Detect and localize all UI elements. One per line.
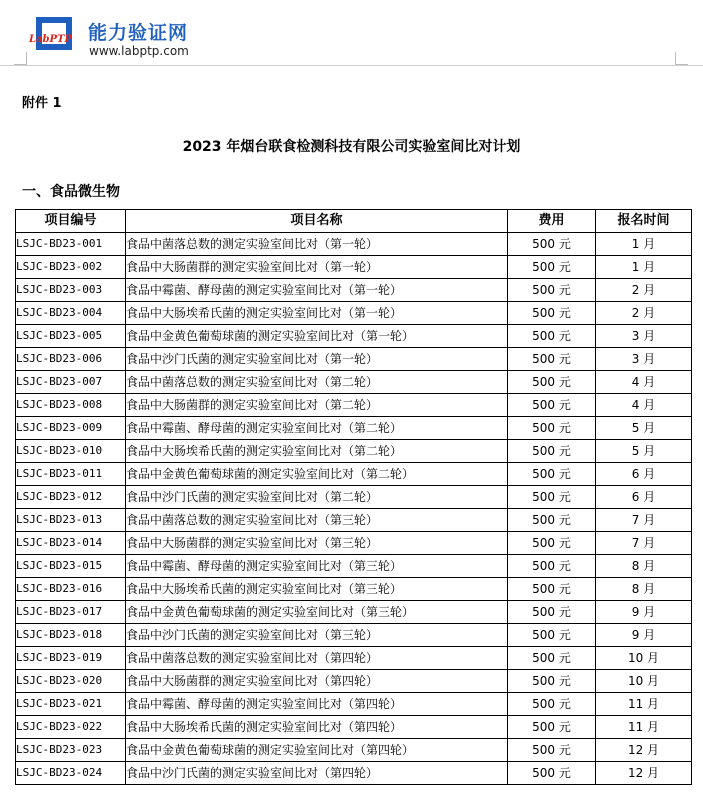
table-row [16,302,692,325]
project-name-cell: 食品中金黄色葡萄球菌的测定实验室间比对（第一轮） [126,325,508,348]
registration-month-cell: 9 月 [596,624,692,647]
fee-cell: 500 元 [508,463,596,486]
fee-cell: 500 元 [508,233,596,256]
table-row [16,624,692,647]
svg-text:LabPTP: LabPTP [29,34,72,45]
registration-month-cell: 1 月 [596,256,692,279]
fee-cell: 500 元 [508,716,596,739]
project-code-cell: LSJC-BD23-003 [16,279,126,302]
column-header-fee: 费用 [508,210,596,233]
fee-cell: 500 元 [508,578,596,601]
fee-cell: 500 元 [508,739,596,762]
section-heading: 一、食品微生物 [22,184,120,200]
registration-month-cell: 6 月 [596,463,692,486]
fee-cell: 500 元 [508,762,596,785]
project-code-cell: LSJC-BD23-024 [16,762,126,785]
registration-month-cell: 7 月 [596,532,692,555]
registration-month-cell: 5 月 [596,417,692,440]
margin-mark-right [675,52,688,65]
fee-cell: 500 元 [508,371,596,394]
project-name-cell: 食品中沙门氏菌的测定实验室间比对（第四轮） [126,762,508,785]
project-code-cell: LSJC-BD23-017 [16,601,126,624]
margin-mark-left [14,52,27,65]
table-row [16,279,692,302]
fee-cell: 500 元 [508,601,596,624]
registration-month-cell: 8 月 [596,555,692,578]
registration-month-cell: 12 月 [596,739,692,762]
table-row [16,440,692,463]
project-name-cell: 食品中菌落总数的测定实验室间比对（第一轮） [126,233,508,256]
fee-cell: 500 元 [508,693,596,716]
table-row [16,647,692,670]
column-header-code: 项目编号 [16,210,126,233]
project-code-cell: LSJC-BD23-021 [16,693,126,716]
project-name-cell: 食品中大肠菌群的测定实验室间比对（第三轮） [126,532,508,555]
project-name-cell: 食品中大肠菌群的测定实验室间比对（第四轮） [126,670,508,693]
brand-name: 能力验证网 [88,22,189,44]
fee-cell: 500 元 [508,532,596,555]
project-name-cell: 食品中大肠菌群的测定实验室间比对（第一轮） [126,256,508,279]
registration-month-cell: 5 月 [596,440,692,463]
fee-cell: 500 元 [508,256,596,279]
project-name-cell: 食品中菌落总数的测定实验室间比对（第四轮） [126,647,508,670]
project-code-cell: LSJC-BD23-013 [16,509,126,532]
fee-cell: 500 元 [508,325,596,348]
table-row [16,394,692,417]
fee-cell: 500 元 [508,394,596,417]
project-code-cell: LSJC-BD23-004 [16,302,126,325]
project-name-cell: 食品中沙门氏菌的测定实验室间比对（第二轮） [126,486,508,509]
registration-month-cell: 3 月 [596,325,692,348]
registration-month-cell: 7 月 [596,509,692,532]
project-code-cell: LSJC-BD23-006 [16,348,126,371]
labptp-logo [28,14,76,54]
project-code-cell: LSJC-BD23-005 [16,325,126,348]
fee-cell: 500 元 [508,624,596,647]
project-name-cell: 食品中沙门氏菌的测定实验室间比对（第一轮） [126,348,508,371]
fee-cell: 500 元 [508,486,596,509]
fee-cell: 500 元 [508,279,596,302]
registration-month-cell: 6 月 [596,486,692,509]
project-code-cell: LSJC-BD23-019 [16,647,126,670]
table-row [16,486,692,509]
project-name-cell: 食品中菌落总数的测定实验室间比对（第二轮） [126,371,508,394]
registration-month-cell: 2 月 [596,279,692,302]
fee-cell: 500 元 [508,509,596,532]
table-row [16,693,692,716]
fee-cell: 500 元 [508,440,596,463]
table-row [16,233,692,256]
registration-month-cell: 10 月 [596,647,692,670]
table-row [16,555,692,578]
project-code-cell: LSJC-BD23-007 [16,371,126,394]
project-name-cell: 食品中霉菌、酵母菌的测定实验室间比对（第一轮） [126,279,508,302]
project-code-cell: LSJC-BD23-016 [16,578,126,601]
project-code-cell: LSJC-BD23-015 [16,555,126,578]
project-code-cell: LSJC-BD23-020 [16,670,126,693]
header-divider [0,65,703,66]
brand-url: www.labptp.com [89,44,189,58]
project-name-cell: 食品中大肠埃希氏菌的测定实验室间比对（第四轮） [126,716,508,739]
project-name-cell: 食品中金黄色葡萄球菌的测定实验室间比对（第二轮） [126,463,508,486]
fee-cell: 500 元 [508,302,596,325]
table-row [16,716,692,739]
fee-cell: 500 元 [508,417,596,440]
registration-month-cell: 2 月 [596,302,692,325]
project-name-cell: 食品中大肠埃希氏菌的测定实验室间比对（第一轮） [126,302,508,325]
table-row [16,463,692,486]
registration-month-cell: 9 月 [596,601,692,624]
project-name-cell: 食品中霉菌、酵母菌的测定实验室间比对（第三轮） [126,555,508,578]
project-name-cell: 食品中金黄色葡萄球菌的测定实验室间比对（第三轮） [126,601,508,624]
project-code-cell: LSJC-BD23-011 [16,463,126,486]
project-code-cell: LSJC-BD23-012 [16,486,126,509]
table-row [16,739,692,762]
registration-month-cell: 11 月 [596,716,692,739]
table-row [16,578,692,601]
column-header-month: 报名时间 [596,210,692,233]
registration-month-cell: 10 月 [596,670,692,693]
fee-cell: 500 元 [508,670,596,693]
table-header-row [16,210,692,233]
project-code-cell: LSJC-BD23-002 [16,256,126,279]
table-row [16,417,692,440]
project-code-cell: LSJC-BD23-001 [16,233,126,256]
registration-month-cell: 11 月 [596,693,692,716]
table-row [16,509,692,532]
registration-month-cell: 4 月 [596,371,692,394]
registration-month-cell: 1 月 [596,233,692,256]
project-name-cell: 食品中沙门氏菌的测定实验室间比对（第三轮） [126,624,508,647]
project-code-cell: LSJC-BD23-023 [16,739,126,762]
project-name-cell: 食品中大肠埃希氏菌的测定实验室间比对（第三轮） [126,578,508,601]
table-row [16,325,692,348]
comparison-plan-table [15,209,692,785]
registration-month-cell: 8 月 [596,578,692,601]
fee-cell: 500 元 [508,647,596,670]
project-code-cell: LSJC-BD23-022 [16,716,126,739]
table-row [16,371,692,394]
column-header-name: 项目名称 [126,210,508,233]
project-code-cell: LSJC-BD23-018 [16,624,126,647]
project-name-cell: 食品中大肠菌群的测定实验室间比对（第二轮） [126,394,508,417]
table-row [16,670,692,693]
attachment-label: 附件 1 [22,96,62,111]
table-row [16,601,692,624]
page-header [0,0,703,72]
project-name-cell: 食品中霉菌、酵母菌的测定实验室间比对（第四轮） [126,693,508,716]
table-row [16,532,692,555]
registration-month-cell: 4 月 [596,394,692,417]
fee-cell: 500 元 [508,555,596,578]
project-name-cell: 食品中大肠埃希氏菌的测定实验室间比对（第二轮） [126,440,508,463]
table-row [16,762,692,785]
project-name-cell: 食品中菌落总数的测定实验室间比对（第三轮） [126,509,508,532]
project-code-cell: LSJC-BD23-008 [16,394,126,417]
registration-month-cell: 12 月 [596,762,692,785]
table-row [16,348,692,371]
fee-cell: 500 元 [508,348,596,371]
project-name-cell: 食品中霉菌、酵母菌的测定实验室间比对（第二轮） [126,417,508,440]
project-code-cell: LSJC-BD23-010 [16,440,126,463]
table-row [16,256,692,279]
project-code-cell: LSJC-BD23-009 [16,417,126,440]
registration-month-cell: 3 月 [596,348,692,371]
project-code-cell: LSJC-BD23-014 [16,532,126,555]
project-name-cell: 食品中金黄色葡萄球菌的测定实验室间比对（第四轮） [126,739,508,762]
page-title: 2023 年烟台联食检测科技有限公司实验室间比对计划 [182,139,521,155]
